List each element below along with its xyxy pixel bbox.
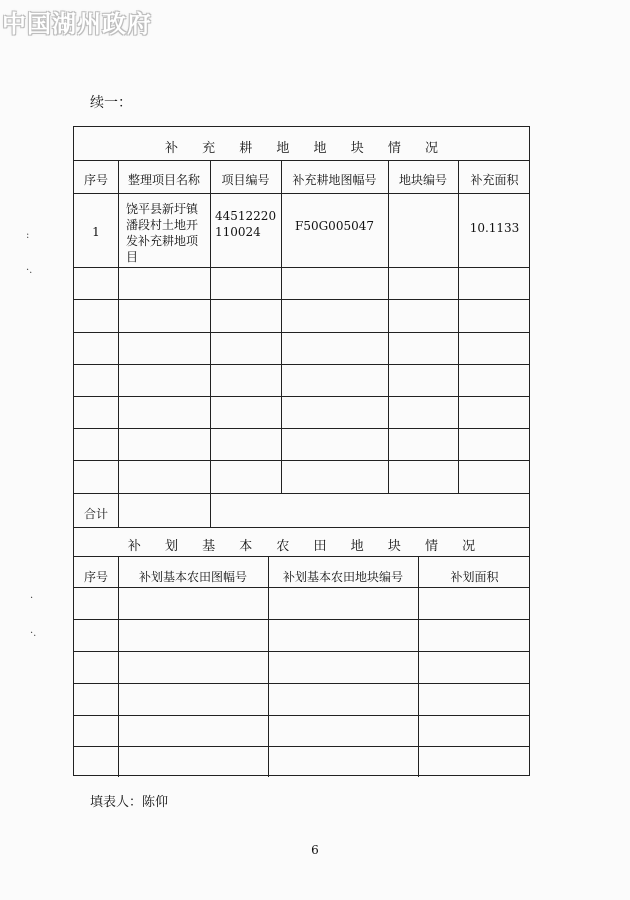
col-divider (118, 556, 119, 777)
header2-map-sheet: 补划基本农田图幅号 (138, 570, 247, 584)
divider (74, 193, 529, 194)
row1-area: 10.1133 (469, 221, 520, 235)
watermark-logo: 中国湖州政府 (2, 9, 152, 38)
row-divider (74, 651, 529, 652)
filler-signature: 填表人：陈仰 (90, 795, 169, 810)
header2-seq: 序号 (83, 570, 108, 584)
col-divider (210, 160, 211, 527)
total-label: 合计 (83, 507, 108, 521)
row1-seq: 1 (92, 225, 100, 239)
header-project-name: 整理项目名称 (127, 173, 200, 187)
section-divider (74, 527, 529, 528)
row1-map-sheet: F50G005047 (295, 219, 374, 233)
col-divider (458, 160, 459, 493)
row-divider (74, 746, 529, 747)
row-divider (74, 364, 529, 365)
row-divider (74, 267, 529, 268)
col-divider (388, 160, 389, 493)
header2-area: 补划面积 (450, 570, 499, 584)
header-project-no: 项目编号 (221, 173, 270, 187)
row1-project-no: 44512220110024 (215, 209, 277, 239)
header-plot-no: 地块编号 (398, 173, 447, 187)
row-divider (74, 715, 529, 716)
col-divider (268, 556, 269, 777)
section1-title: 补 充 耕 地 地 块 情 况 (165, 141, 448, 156)
header-area: 补充面积 (470, 173, 519, 187)
row-divider (74, 299, 529, 300)
divider (74, 160, 529, 161)
row-divider (74, 460, 529, 461)
row-divider (74, 619, 529, 620)
col-divider (418, 556, 419, 777)
margin-mark: · (30, 593, 34, 604)
col-divider (281, 160, 282, 493)
page-number: 6 (311, 843, 319, 857)
row-divider (74, 683, 529, 684)
row1-project-name: 饶平县新圩镇潘段村土地开发补充耕地项目 (126, 202, 199, 264)
margin-mark: ·. (26, 265, 33, 276)
row-divider (74, 332, 529, 333)
header-seq: 序号 (83, 173, 108, 187)
divider (74, 556, 529, 557)
land-table (73, 126, 530, 776)
row-divider (74, 396, 529, 397)
col-divider (118, 160, 119, 527)
row-divider (74, 428, 529, 429)
divider (74, 587, 529, 588)
section2-title: 补 划 基 本 农 田 地 块 情 况 (127, 539, 486, 554)
header-map-sheet: 补充耕地图幅号 (292, 173, 377, 187)
margin-mark: : (26, 230, 30, 241)
row-divider (74, 493, 529, 494)
margin-mark: ·. (30, 628, 37, 639)
header2-plot-no: 补划基本农田地块编号 (282, 570, 403, 584)
continued-label: 续一： (90, 95, 132, 111)
